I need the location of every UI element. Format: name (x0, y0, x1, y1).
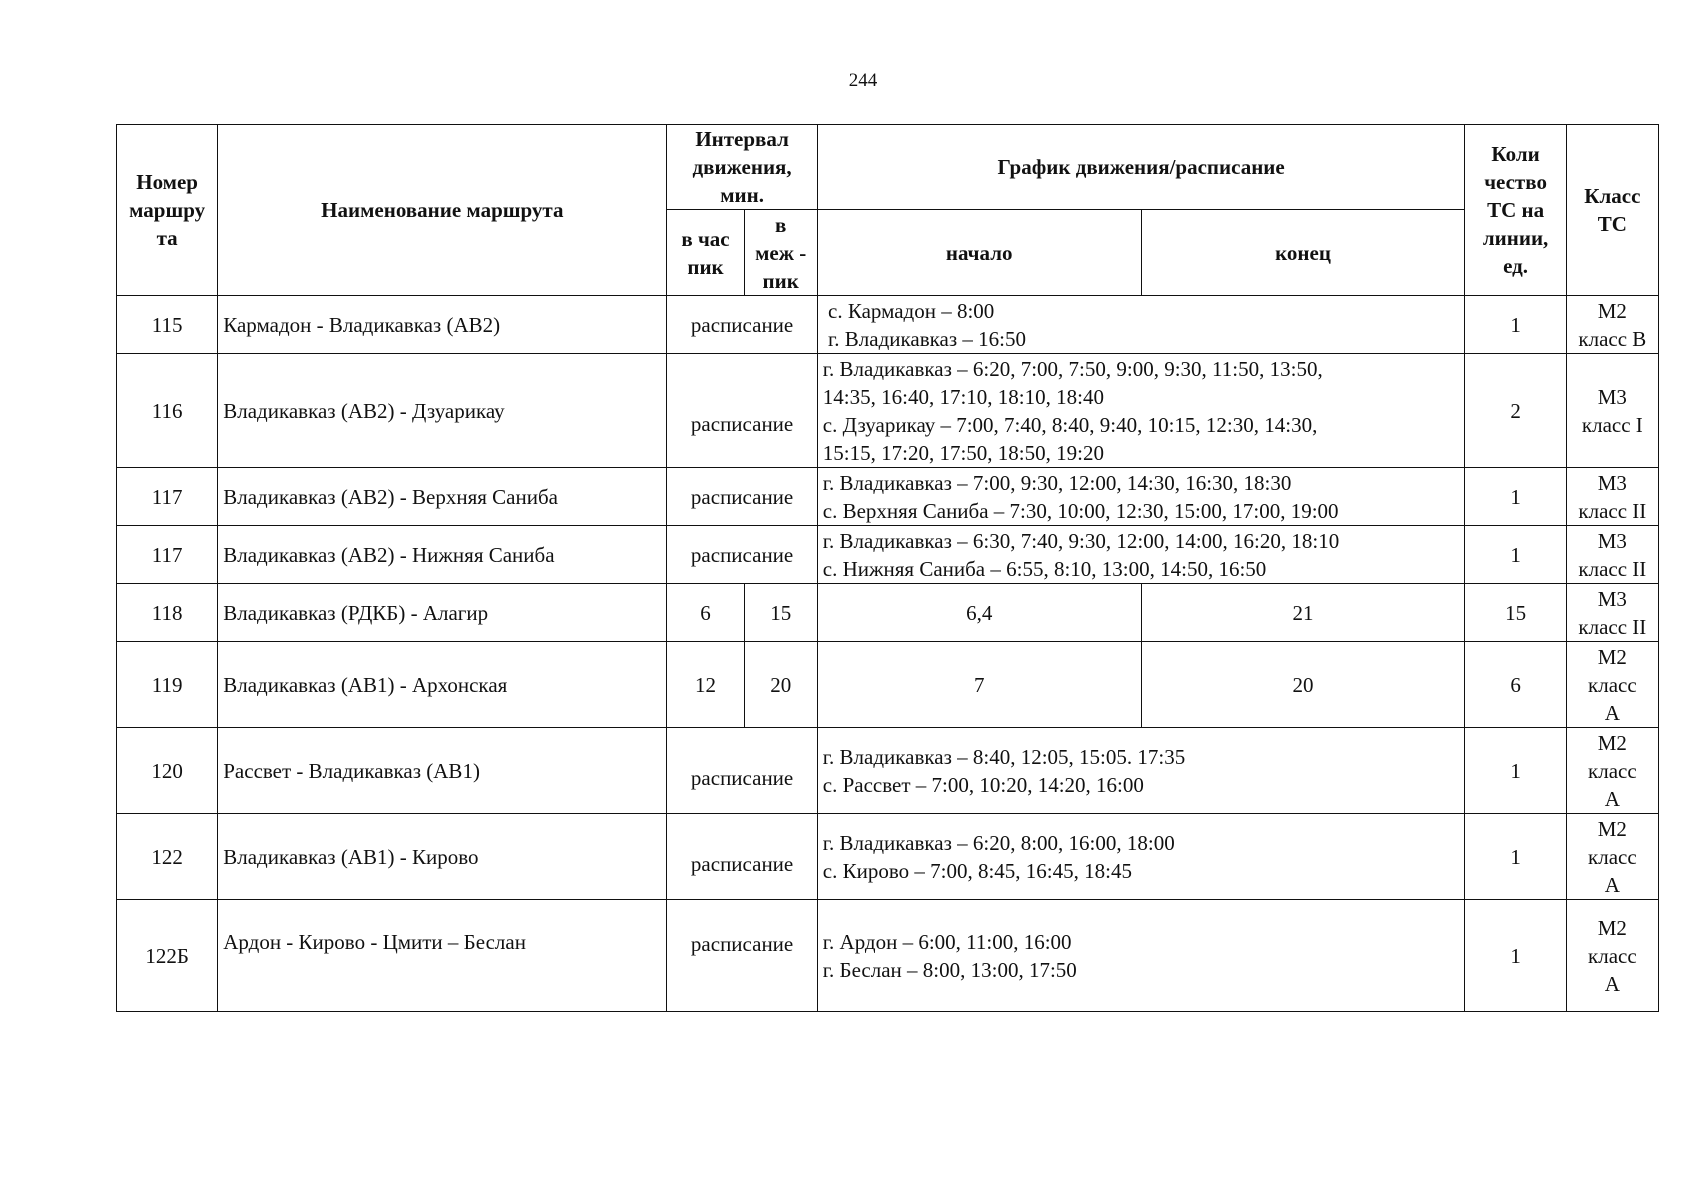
interval-peak: 12 (667, 642, 744, 728)
vehicle-count: 15 (1465, 584, 1566, 642)
schedule-start: 7 (817, 642, 1141, 728)
vehicle-class: М3 класс I (1566, 354, 1658, 468)
schedule-cell: г. Владикавказ – 6:20, 7:00, 7:50, 9:00, 9:30, 11:50, 13:50, 14:35, 16:40, 17:10, 18:10, 18:40 с. Дзуарикау – 7:00, 7:40, 8:40, 9:40, 10:15, 12:30, 14:30, 15:15, 17:20, 17:50, 18:50, 19:20 (817, 354, 1465, 468)
schedule-cell: г. Владикавказ – 6:30, 7:40, 9:30, 12:00, 14:00, 16:20, 18:10 с. Нижняя Саниба – 6:55, 8:10, 13:00, 14:50, 16:50 (817, 526, 1465, 584)
table-row (117, 296, 1659, 354)
vehicle-count: 6 (1465, 642, 1566, 728)
table-row (117, 354, 1659, 468)
vehicle-class: М2 класс А (1566, 728, 1658, 814)
vehicle-count: 1 (1465, 296, 1566, 354)
routes-table (116, 124, 1659, 1012)
vehicle-class: М2 класс А (1566, 900, 1658, 1012)
route-name: Кармадон - Владикавказ (АВ2) (218, 296, 667, 354)
route-name: Владикавказ (АВ2) - Верхняя Саниба (218, 468, 667, 526)
route-number: 116 (117, 354, 218, 468)
interval-cell: расписание (667, 526, 817, 584)
interval-peak: 6 (667, 584, 744, 642)
vehicle-class: М2 класс В (1566, 296, 1658, 354)
interval-cell: расписание (667, 900, 817, 1012)
route-name: Рассвет - Владикавказ (АВ1) (218, 728, 667, 814)
route-number: 117 (117, 526, 218, 584)
header-interval: Интервал движения, мин. (667, 125, 817, 210)
table-row (117, 900, 1659, 1012)
vehicle-class: М3 класс II (1566, 526, 1658, 584)
vehicle-class: М3 класс II (1566, 468, 1658, 526)
route-number: 120 (117, 728, 218, 814)
route-number: 115 (117, 296, 218, 354)
vehicle-count: 1 (1465, 728, 1566, 814)
interval-offpeak: 15 (744, 584, 817, 642)
page-number: 244 (848, 70, 878, 91)
header-start: начало (817, 210, 1141, 296)
route-name: Владикавказ (АВ2) - Нижняя Саниба (218, 526, 667, 584)
table-row (117, 814, 1659, 900)
vehicle-class: М2 класс А (1566, 814, 1658, 900)
route-number: 119 (117, 642, 218, 728)
schedule-end: 21 (1141, 584, 1465, 642)
interval-cell: расписание (667, 354, 817, 468)
table-row (117, 728, 1659, 814)
table-row (117, 584, 1659, 642)
interval-cell: расписание (667, 296, 817, 354)
interval-offpeak: 20 (744, 642, 817, 728)
route-number: 118 (117, 584, 218, 642)
header-vehicle-count: Коли чество ТС на линии, ед. (1465, 125, 1566, 296)
interval-cell: расписание (667, 728, 817, 814)
schedule-cell: г. Владикавказ – 8:40, 12:05, 15:05. 17:35 с. Рассвет – 7:00, 10:20, 14:20, 16:00 (817, 728, 1465, 814)
header-route-number: Номер маршру та (117, 125, 218, 296)
route-name: Владикавказ (АВ2) - Дзуарикау (218, 354, 667, 468)
route-name: Ардон - Кирово - Цмити – Беслан (218, 900, 667, 1012)
schedule-start: 6,4 (817, 584, 1141, 642)
header-route-name: Наименование маршрута (218, 125, 667, 296)
schedule-cell: г. Ардон – 6:00, 11:00, 16:00 г. Беслан – 8:00, 13:00, 17:50 (817, 900, 1465, 1012)
schedule-end: 20 (1141, 642, 1465, 728)
table-row (117, 468, 1659, 526)
vehicle-class: М3 класс II (1566, 584, 1658, 642)
vehicle-class: М2 класс А (1566, 642, 1658, 728)
route-number: 117 (117, 468, 218, 526)
vehicle-count: 2 (1465, 354, 1566, 468)
interval-cell: расписание (667, 814, 817, 900)
route-number: 122 (117, 814, 218, 900)
header-vehicle-class: Класс ТС (1566, 125, 1658, 296)
header-schedule: График движения/расписание (817, 125, 1465, 210)
table-row (117, 642, 1659, 728)
interval-cell: расписание (667, 468, 817, 526)
vehicle-count: 1 (1465, 526, 1566, 584)
route-name: Владикавказ (АВ1) - Кирово (218, 814, 667, 900)
header-interval-offpeak: в меж - пик (744, 210, 817, 296)
vehicle-count: 1 (1465, 900, 1566, 1012)
schedule-cell: г. Владикавказ – 7:00, 9:30, 12:00, 14:30, 16:30, 18:30 с. Верхняя Саниба – 7:30, 10:00, 12:30, 15:00, 17:00, 19:00 (817, 468, 1465, 526)
table-row (117, 526, 1659, 584)
route-name: Владикавказ (АВ1) - Архонская (218, 642, 667, 728)
vehicle-count: 1 (1465, 468, 1566, 526)
schedule-cell: г. Владикавказ – 6:20, 8:00, 16:00, 18:00 с. Кирово – 7:00, 8:45, 16:45, 18:45 (817, 814, 1465, 900)
vehicle-count: 1 (1465, 814, 1566, 900)
route-number: 122Б (117, 900, 218, 1012)
route-name: Владикавказ (РДКБ) - Алагир (218, 584, 667, 642)
header-end: конец (1141, 210, 1465, 296)
schedule-cell: с. Кармадон – 8:00 г. Владикавказ – 16:50 (817, 296, 1465, 354)
header-interval-peak: в час пик (667, 210, 744, 296)
